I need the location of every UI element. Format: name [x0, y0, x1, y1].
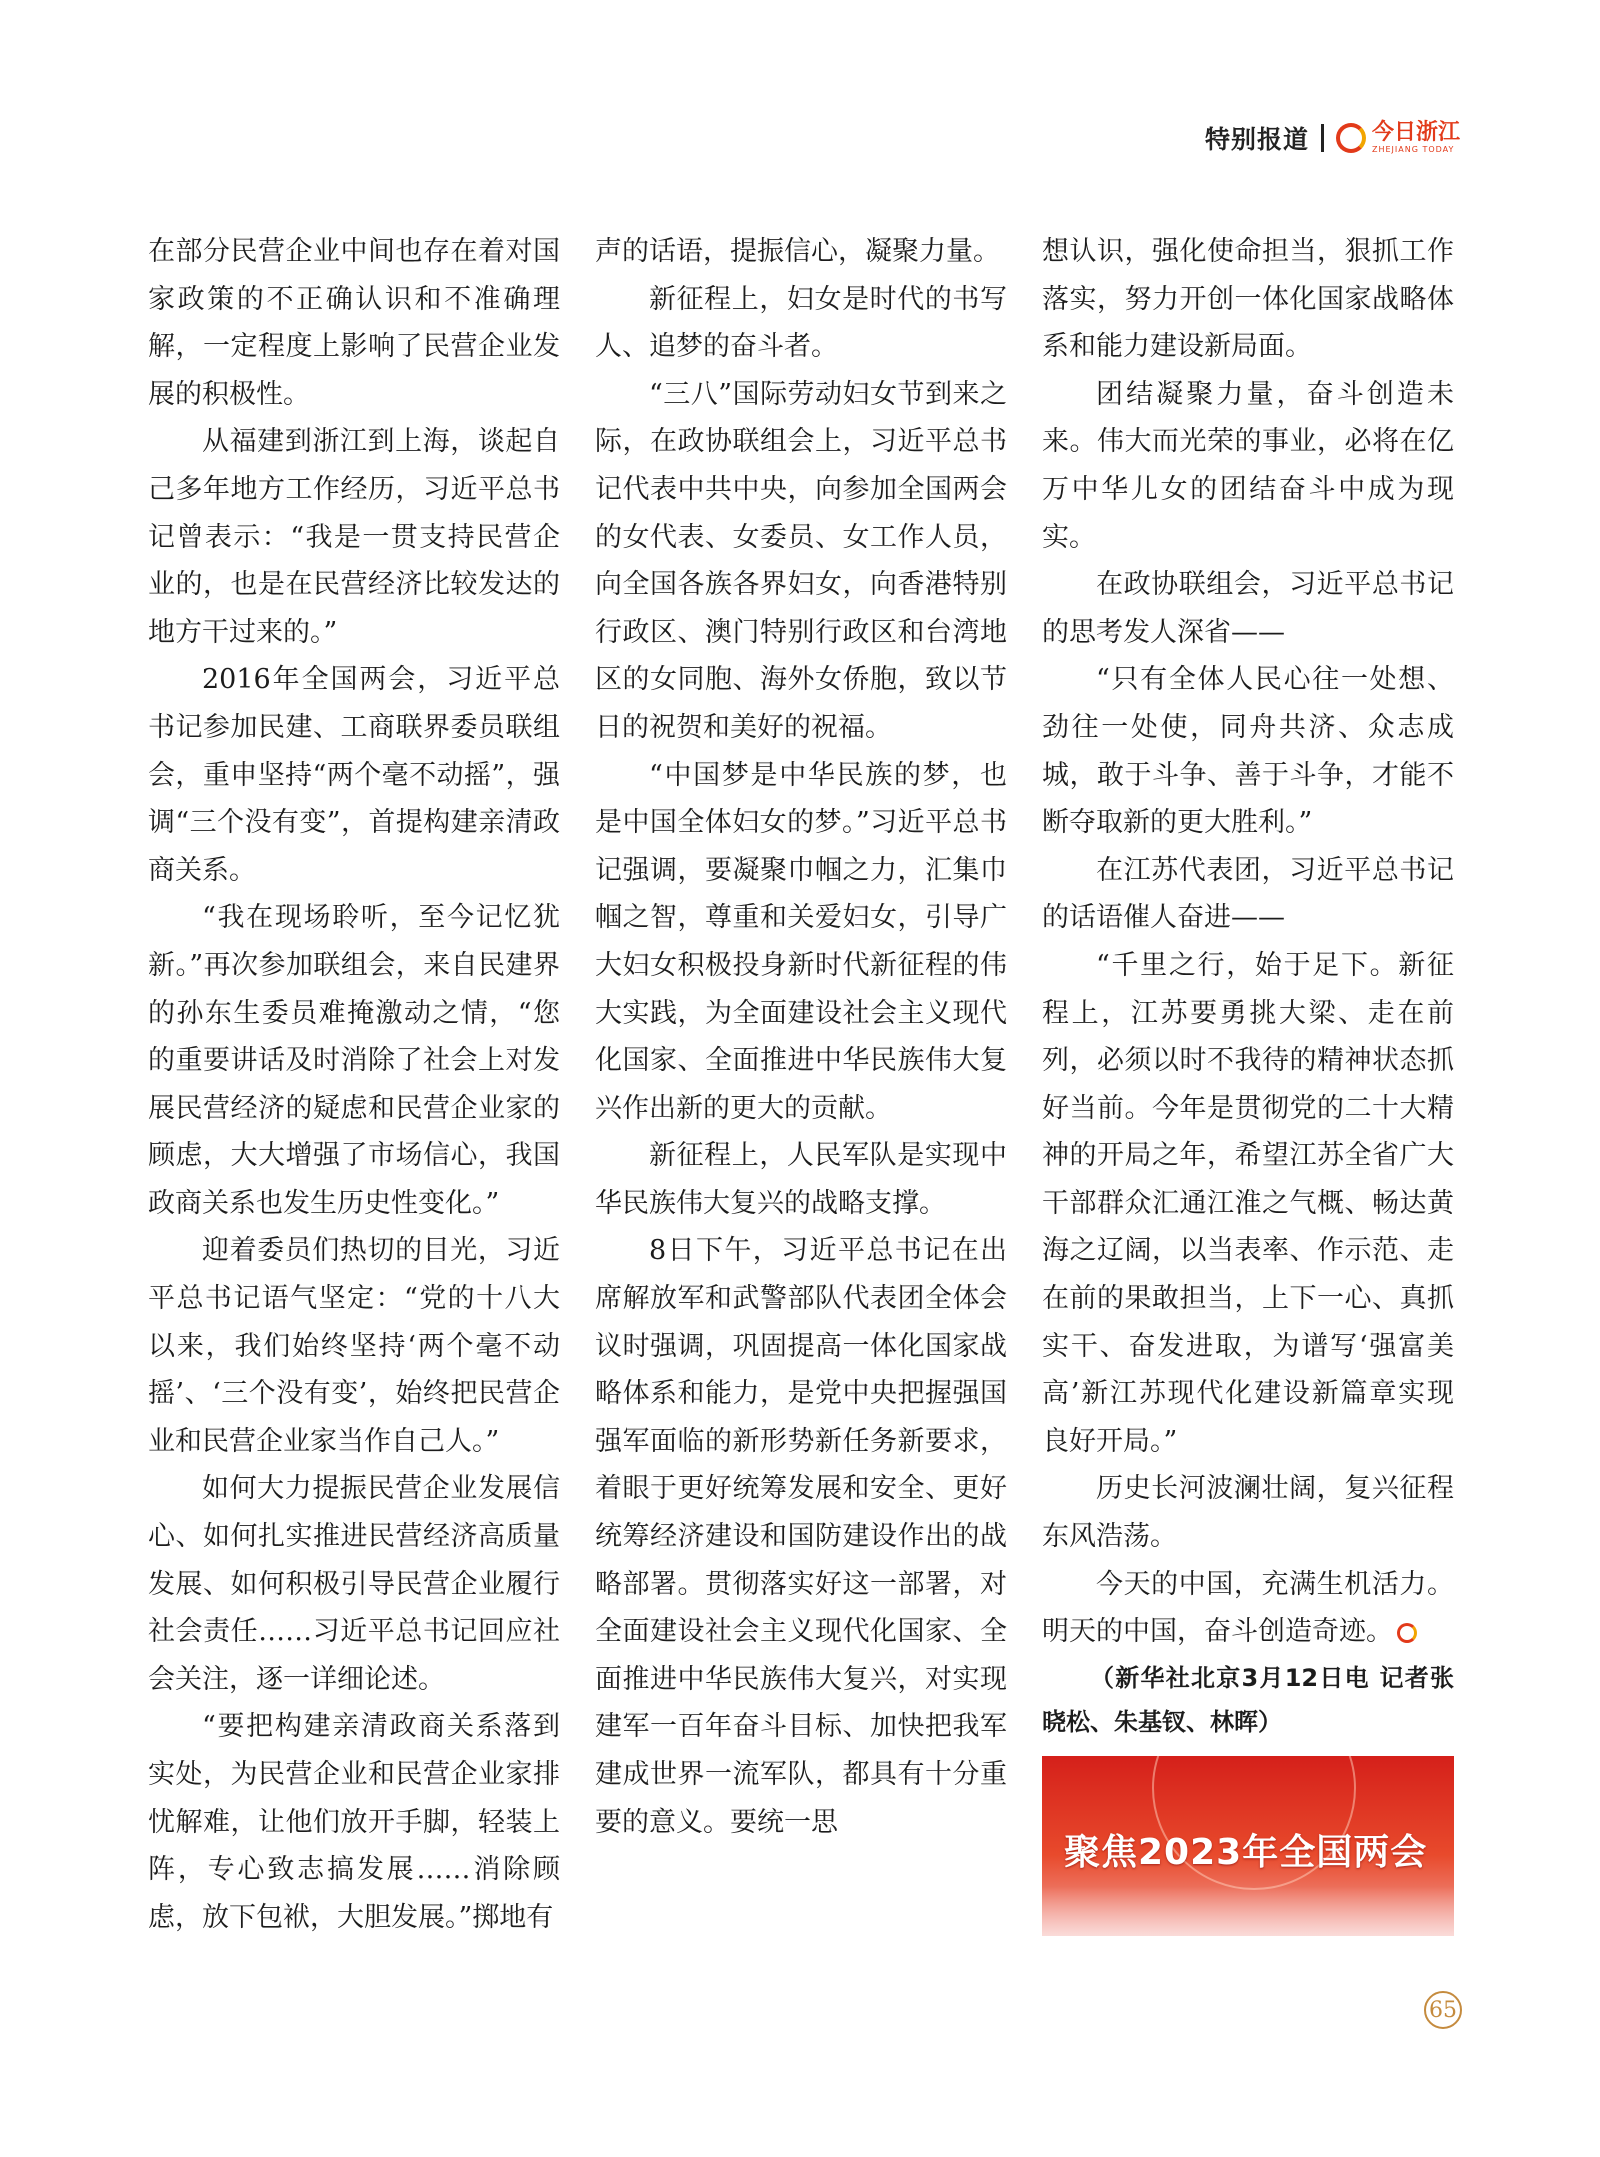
article-credit: （新华社北京3月12日电 记者张晓松、朱基钗、林晖） [1042, 1663, 1454, 1736]
article-paragraph: “千里之行，始于足下。新征程上，江苏要勇挑大梁、走在前列，必须以时不我待的精神状态抓好当前。今年是贯彻党的二十大精神的开局之年，希望江苏全省广大干部群众汇通江淮之气概、畅达黄海之辽阔，以当表率、作示范、走在前的果敢担当，上下一心、真抓实干、奋发进取，为谱写‘强富美高’新江苏现代化建设新篇章实现良好开局。” [1042, 949, 1454, 1457]
two-sessions-banner [1042, 1756, 1454, 1936]
banner-title: 聚焦2023年全国两会 [1064, 1832, 1428, 1873]
article-paragraph: “三八”国际劳动妇女节到来之际，在政协联组会上，习近平总书记代表中共中央，向参加全国两会的女代表、女委员、女工作人员，向全国各族各界妇女，向香港特别行政区、澳门特别行政区和台湾地区的女同胞、海外女侨胞，致以节日的祝贺和美好的祝福。 [595, 378, 1007, 743]
article-paragraph: 团结凝聚力量，奋斗创造未来。伟大而光荣的事业，必将在亿万中华儿女的团结奋斗中成为现实。 [1042, 378, 1454, 553]
article-paragraph: “我在现场聆听，至今记忆犹新。”再次参加联组会，来自民建界的孙东生委员难掩激动之情，“您的重要讲话及时消除了社会上对发展民营经济的疑虑和民营企业家的顾虑，大大增强了市场信心，我国政商关系也发生历史性变化。” [148, 902, 560, 1219]
article-paragraph: 如何大力提振民营企业发展信心、如何扎实推进民营经济高质量发展、如何积极引导民营企业履行社会责任……习近平总书记回应社会关注，逐一详细论述。 [148, 1473, 560, 1695]
article-column-3 [1042, 228, 1454, 1744]
article-paragraph: 声的话语，提振信心，凝聚力量。 [595, 236, 1000, 267]
article-paragraph: “要把构建亲清政商关系落到实处，为民营企业和民营企业家排忧解难，让他们放开手脚，轻装上阵，专心致志搞发展……消除顾虑，放下包袱，大胆发展。”掷地有 [148, 1711, 560, 1933]
logo-swirl-icon [1336, 123, 1366, 153]
article-paragraph: 想认识，强化使命担当，狠抓工作落实，努力开创一体化国家战略体系和能力建设新局面。 [1042, 236, 1454, 363]
magazine-logo [1336, 122, 1460, 154]
article-paragraph: 在部分民营企业中间也存在着对国家政策的不正确认识和不准确理解，一定程度上影响了民营企业发展的积极性。 [148, 236, 560, 410]
end-mark-icon [1397, 1623, 1417, 1643]
article-paragraph: 历史长河波澜壮阔，复兴征程东风浩荡。 [1042, 1473, 1454, 1553]
page-header [1205, 118, 1460, 158]
logo-chinese-name: 今日浙江 [1371, 120, 1460, 145]
page-number: 65 [1424, 1991, 1462, 2029]
article-paragraph: “只有全体人民心往一处想、劲往一处使，同舟共济、众志成城，敢于斗争、善于斗争，才能不断夺取新的更大胜利。” [1042, 664, 1454, 839]
article-paragraph: 新征程上，人民军队是实现中华民族伟大复兴的战略支撑。 [595, 1140, 1007, 1219]
article-paragraph: 新征程上，妇女是时代的书写人、追梦的奋斗者。 [595, 283, 1007, 363]
header-divider [1321, 124, 1324, 152]
article-paragraph: 8日下午，习近平总书记在出席解放军和武警部队代表团全体会议时强调，巩固提高一体化国家战略体系和能力，是党中央把握强国强军面临的新形势新任务新要求，着眼于更好统筹发展和安全、更好统筹经济建设和国防建设作出的战略部署。贯彻落实好这一部署，对全面建设社会主义现代化国家、全面推进中华民族伟大复兴，对实现建军一百年奋斗目标、加快把我军建成世界一流军队，都具有十分重要的意义。要统一思 [595, 1235, 1007, 1838]
article-column-2 [595, 228, 1007, 1846]
section-label: 特别报道 [1204, 125, 1309, 154]
article-column-1 [148, 228, 560, 1941]
article-paragraph: 今天的中国，充满生机活力。明天的中国，奋斗创造奇迹。 [1042, 1568, 1454, 1648]
article-paragraph: 在江苏代表团，习近平总书记的话语催人奋进—— [1042, 854, 1454, 934]
article-paragraph: 在政协联组会，习近平总书记的思考发人深省—— [1042, 569, 1454, 648]
article-paragraph: 迎着委员们热切的目光，习近平总书记语气坚定：“党的十八大以来，我们始终坚持‘两个毫不动摇’、‘三个没有变’，始终把民营企业和民营企业家当作自己人。” [148, 1235, 560, 1457]
article-paragraph: 从福建到浙江到上海，谈起自己多年地方工作经历，习近平总书记曾表示：“我是一贯支持民营企业的，也是在民营经济比较发达的地方干过来的。” [148, 426, 560, 648]
logo-english-name: ZHEJIANG TODAY [1371, 145, 1455, 154]
article-paragraph: 2016年全国两会，习近平总书记参加民建、工商联界委员联组会，重申坚持“两个毫不动摇”，强调“三个没有变”，首提构建亲清政商关系。 [148, 664, 560, 886]
article-body [148, 228, 1454, 1948]
article-paragraph: “中国梦是中华民族的梦，也是中国全体妇女的梦。”习近平总书记强调，要凝聚巾帼之力，汇集巾帼之智，尊重和关爱妇女，引导广大妇女积极投身新时代新征程的伟大实践，为全面建设社会主义现代化国家、全面推进中华民族伟大复兴作出新的更大的贡献。 [595, 759, 1007, 1124]
